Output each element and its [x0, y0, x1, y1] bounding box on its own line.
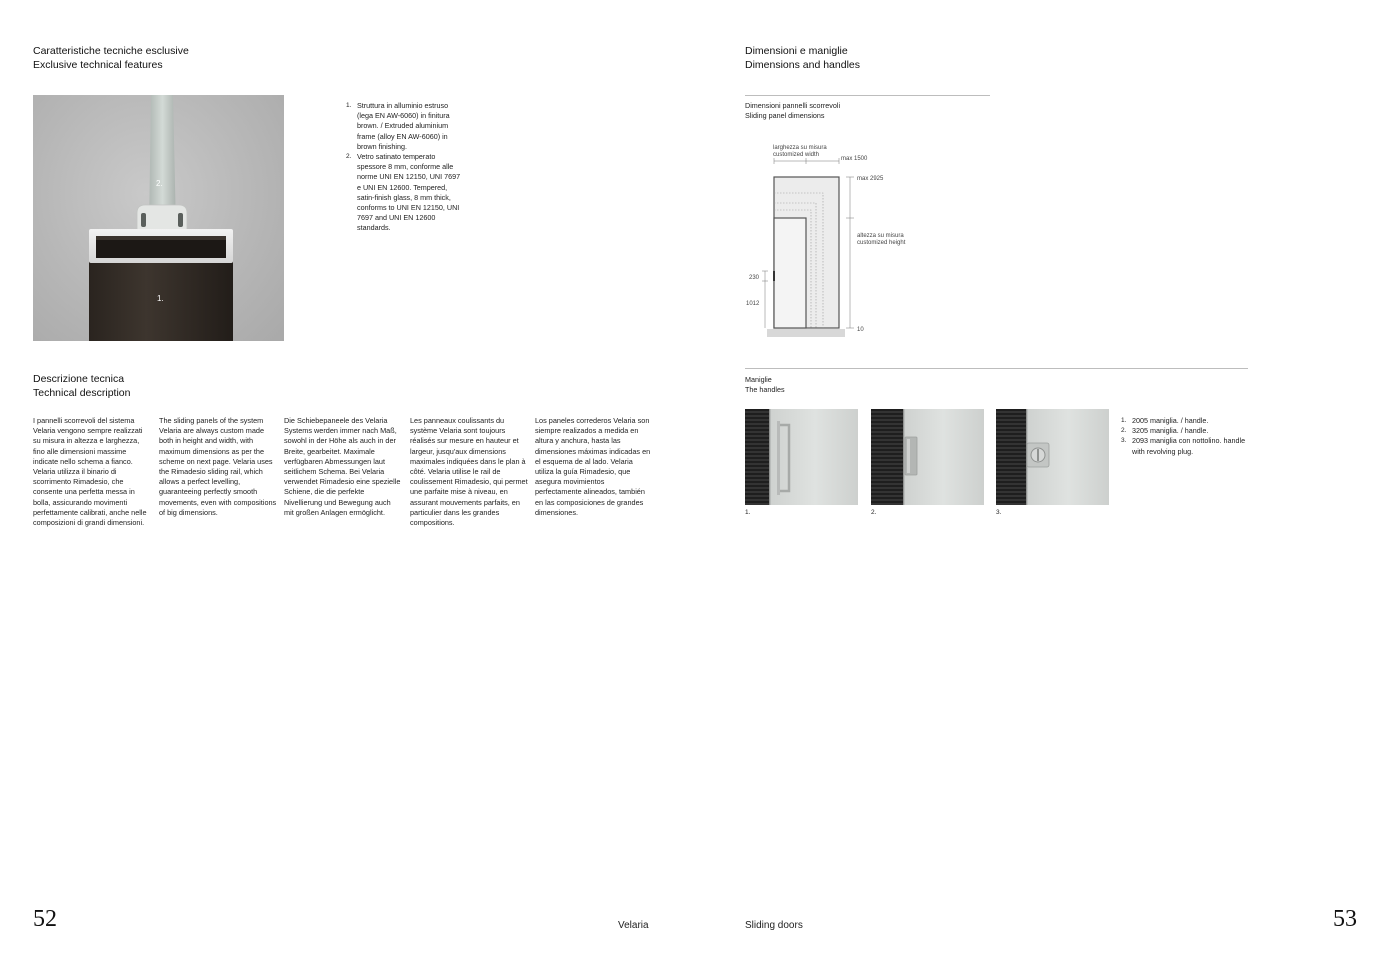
handle-photo-1 [745, 409, 858, 505]
aluminium-profile-illustration [33, 95, 284, 341]
section-rule-dimensions [745, 95, 990, 96]
handle-caption-1: 1. [745, 509, 751, 516]
handle-item-2: 2. 3205 maniglia. / handle. [1121, 426, 1209, 436]
panel-dims-title: Dimensioni pannelli scorrevoli Sliding panel dimensions [745, 101, 841, 121]
panel-dimension-diagram [745, 140, 945, 345]
description-column-it: I pannelli scorrevoli del sistema Velaria vengono sempre realizzati su misura in altezza e larghezza, fino alle dimensioni massime indicate nello schema a fianco. Velaria utilizza il binario di scorrimento Rimadesio, che consente una perfetta messa in bolla, assicurando movimenti perfettamente calibrati, anche nelle composizioni di grandi dimensioni. [33, 416, 147, 528]
footer-label-velaria: Velaria [618, 920, 649, 931]
description-column-en: The sliding panels of the system Velaria are always custom made both in height and width, with maximum dimensions as per the scheme on next page. Velaria uses the Rimadesio sliding rail, which allows a perfect levelling, guaranteeing perfectly smooth movements, even with compositions of big dimensions. [159, 416, 277, 517]
description-title-en: Technical description [33, 387, 131, 399]
width-label-it: larghezza su misura [773, 145, 827, 151]
max-height-label: max 2925 [857, 176, 884, 182]
handle-photo-3 [996, 409, 1109, 505]
description-title-it: Descrizione tecnica [33, 373, 125, 385]
dimensions-title [745, 44, 860, 72]
dim-10-label: 10 [857, 327, 864, 333]
description-column-es: Los paneles correderos Velaria son siempre realizados a medida en altura y anchura, hasta las dimensiones máximas indicadas en el esquema de al lado. Velaria utiliza la guía Rimadesio, que asegura movimientos perfectamente alineados, también en las composiciones de grandes dimensiones. [535, 416, 651, 517]
width-label-en: customized width [773, 152, 820, 158]
description-column-fr: Les panneaux coulissants du système Velaria sont toujours réalisés sur mesure en hauteur et largeur, jusqu'aux dimensions maximales indiquées dans le plan à côté. Velaria utilise le rail de coulissement Rimadesio, qui permet une parfaite mise à niveau, en assurant mouvements parfaits, en particulier dans les grandes compositions. [410, 416, 528, 528]
profile-photo [33, 95, 284, 341]
feature-item-1: 1. Struttura in alluminio estruso (lega EN AW-6060) in finitura brown. / Extruded aluminium frame (alloy EN AW-6060) in brown finishing. [346, 101, 450, 151]
dim-1012-label: 1012 [746, 301, 760, 307]
floor-strip [767, 329, 845, 337]
photo-label-2: 2. [156, 179, 163, 188]
description-title [33, 372, 130, 400]
handle-photo-2 [871, 409, 984, 505]
height-label-en: customized height [857, 240, 906, 246]
features-title-it: Caratteristiche tecniche esclusive [33, 45, 189, 57]
dim-230-label: 230 [749, 275, 760, 281]
handles-title: Maniglie The handles [745, 375, 785, 395]
feature-item-2: 2. Vetro satinato temperato spessore 8 mm, conforme alle norme UNI EN 12150, UNI 7697 e UNI EN 12600. Tempered, satin-finish glass, 8 mm thick, conforms to UNI EN 12150, UNI 7697 and UNI EN 12600 standards. [346, 152, 461, 233]
features-list [346, 101, 462, 234]
description-column-de: Die Schiebepaneele des Velaria Systems werden immer nach Maß, sowohl in der Höhe als auch in der Breite, gearbeitet. Maximale verfügbaren Abmessungen laut seitlichem Schema. Bei Velaria verwendet Rimadesio eine spezielle Schiene, die die perfekte Nivellierung und Bewegung auch mit großen Anlagen ermöglicht. [284, 416, 401, 517]
max-width-label: max 1500 [841, 156, 868, 162]
page-number-left: 52 [33, 906, 57, 932]
handle-caption-2: 2. [871, 509, 877, 516]
page-number-right: 53 [1333, 906, 1357, 932]
handle-item-1: 1. 2005 maniglia. / handle. [1121, 416, 1209, 425]
photo-label-1: 1. [157, 294, 164, 303]
footer-label-sliding-doors: Sliding doors [745, 920, 803, 931]
height-label-it: altezza su misura [857, 233, 904, 239]
features-title [33, 44, 189, 72]
handle-item-3: 3. 2093 maniglia con nottolino. handle with revolving plug. [1121, 436, 1246, 456]
dimensions-title-it: Dimensioni e maniglie [745, 45, 848, 57]
handles-list [1121, 416, 1246, 457]
min-panel-outline [774, 218, 806, 328]
dimensions-title-en: Dimensions and handles [745, 59, 860, 71]
section-rule-handles [745, 368, 1248, 369]
handle-caption-3: 3. [996, 509, 1002, 516]
features-title-en: Exclusive technical features [33, 59, 163, 71]
